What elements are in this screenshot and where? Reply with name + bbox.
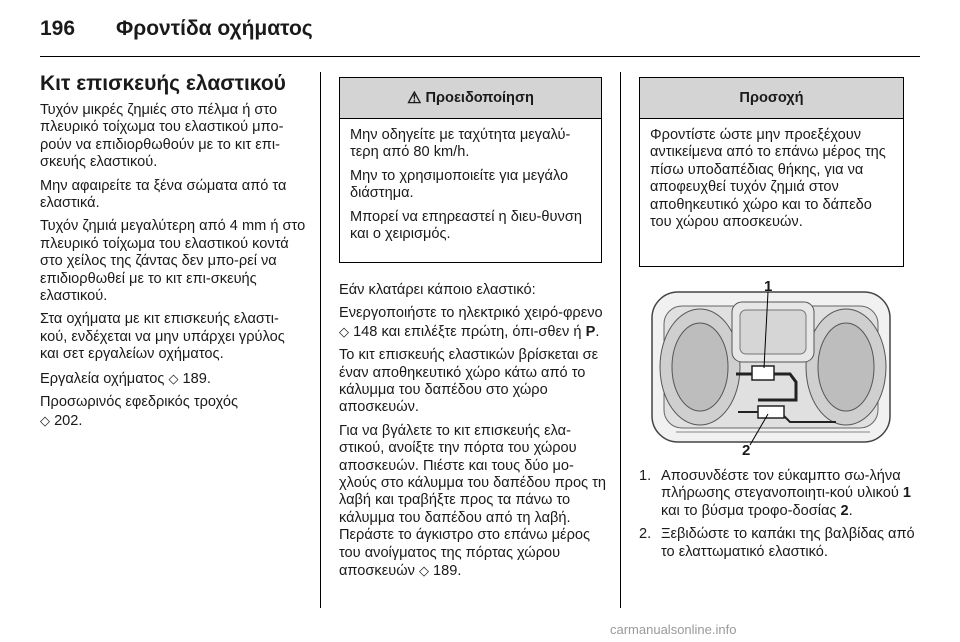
step-number: 1.	[639, 468, 652, 484]
reference-text: Προσωρινός εφεδρικός τροχός	[40, 394, 239, 411]
warning-text: Μην το χρησιμοποιείτε για μεγάλο διάστημα.	[350, 167, 569, 202]
callout-2: 2	[742, 442, 751, 459]
step-text: Ξεβιδώστε το καπάκι της βαλβίδας από το ελαττωματικό ελαστικό.	[661, 526, 915, 560]
paragraph: Το κιτ επισκευής ελαστικών βρίσκεται σε έναν αποθηκευτικό χώρο κάτω από το κάλυμμα του δαπέδου στο χώρο αποσκευών.	[339, 347, 599, 416]
callout-ref: 1	[902, 485, 912, 502]
text: και το βύσμα τροφο-δοσίας	[661, 502, 837, 519]
paragraph: Τυχόν ζημιά μεγαλύτερη από 4 mm ή στο πλευρικό τοίχωμα του ελαστικού κοντά στο χείλος της ζάντας δεν μπο-ρεί να επιδιορθωθεί με το κιτ επι-σκευής ελαστικού.	[40, 218, 306, 305]
reference-arrow-icon: ◇	[168, 370, 179, 386]
page-number: 196	[40, 17, 76, 40]
text: .	[848, 502, 853, 519]
cross-reference[interactable]	[40, 370, 306, 388]
warning-text: Μην οδηγείτε με ταχύτητα μεγαλύ-τερη από 80 km/h.	[350, 127, 571, 161]
caution-title: Προσοχή	[640, 78, 903, 119]
column-divider	[320, 72, 321, 608]
warning-text: Μπορεί να επηρεαστεί η διευ-θυνση και ο χειρισμός.	[350, 208, 582, 243]
paragraph	[339, 423, 607, 581]
column-1	[40, 72, 306, 436]
section-title: Κιτ επισκευής ελαστικού	[40, 72, 286, 95]
steps-list	[639, 468, 921, 561]
gear-position: P	[585, 323, 596, 340]
step-text	[661, 468, 921, 520]
compressor-drawing	[640, 282, 910, 457]
reference-page: 189.	[433, 563, 462, 580]
callout-ref: 2	[840, 502, 849, 519]
text: Αποσυνδέστε τον εύκαμπτο σω-λήνα πλήρωσης στεγανοποιητι-κού υλικού	[661, 468, 901, 502]
paragraph: Μην αφαιρείτε τα ξένα σώματα από τα ελαστικά.	[40, 177, 287, 212]
list-item	[639, 468, 921, 520]
reference-arrow-icon: ◇	[418, 563, 429, 579]
reference-text: Εργαλεία οχήματος	[40, 370, 165, 387]
cross-reference[interactable]	[40, 394, 306, 430]
reference-arrow-icon: ◇	[339, 323, 349, 339]
warning-box	[339, 77, 602, 263]
text: 148 και επιλέξτε πρώτη, όπι-σθεν ή	[353, 323, 582, 340]
warning-triangle-icon: ⚠	[407, 90, 422, 107]
header-rule	[40, 56, 920, 57]
text: Ενεργοποιήστε το ηλεκτρικό χειρό-φρενο	[339, 305, 603, 322]
column-divider	[620, 72, 621, 608]
paragraph: Στα οχήματα με κιτ επισκευής ελαστι-κού, ενδέχεται να μην υπάρχει γρύλος και σετ εργαλείων οχήματος.	[40, 311, 285, 363]
warning-header	[340, 78, 601, 119]
watermark: carmanualsonline.info	[610, 622, 737, 637]
paragraph: Τυχόν μικρές ζημιές στο πέλμα ή στο πλευρικό τοίχωμα του ελαστικού μπο-ρούν να επιδιορθωθούν με το κιτ επι-σκευής ελαστικού.	[40, 102, 284, 171]
compressor-illustration	[640, 278, 910, 459]
running-title: Φροντίδα οχήματος	[116, 17, 313, 40]
reference-page: 202.	[54, 412, 83, 429]
column-3	[639, 468, 921, 567]
reference-page: 189.	[182, 370, 211, 387]
reference-arrow-icon: ◇	[40, 412, 50, 428]
column-2	[339, 282, 607, 587]
paragraph: Εάν κλατάρει κάποιο ελαστικό:	[339, 282, 536, 298]
list-item	[639, 526, 921, 561]
text: Για να βγάλετε το κιτ επισκευής ελα-στικού, ανοίξτε την πόρτα του χώρου αποσκευών. Πιέστε και τους δύο μο-χλούς στο κάλυμμα του δαπέδου προς τη λαβή και τραβήξτε προς τα πάνω το κάλυμμα του δαπέδου από τη λαβή. Περάστε το άγκιστρο στο επάνω μέρος του ανοίγματος της πόρτας χώρου αποσκευών	[339, 422, 607, 580]
caution-text: Φροντίστε ώστε μην προεξέχουν αντικείμενα από το επάνω μέρος της πίσω υποδαπέδιας θήκης, για να αποφευχθεί τυχόν ζημιά στον αποθηκευτικό χώρο και το δάπεδο του χώρου αποσκευών.	[650, 127, 886, 231]
warning-title: Προειδοποίηση	[425, 90, 534, 106]
paragraph: Ενεργοποιήστε το ηλεκτρικό χειρό-φρενο ◇ 148 και επιλέξτε πρώτη, όπι-σθεν ή P.	[339, 305, 603, 340]
callout-1: 1	[764, 278, 773, 295]
step-number: 2.	[639, 526, 652, 543]
caution-box	[639, 77, 904, 267]
